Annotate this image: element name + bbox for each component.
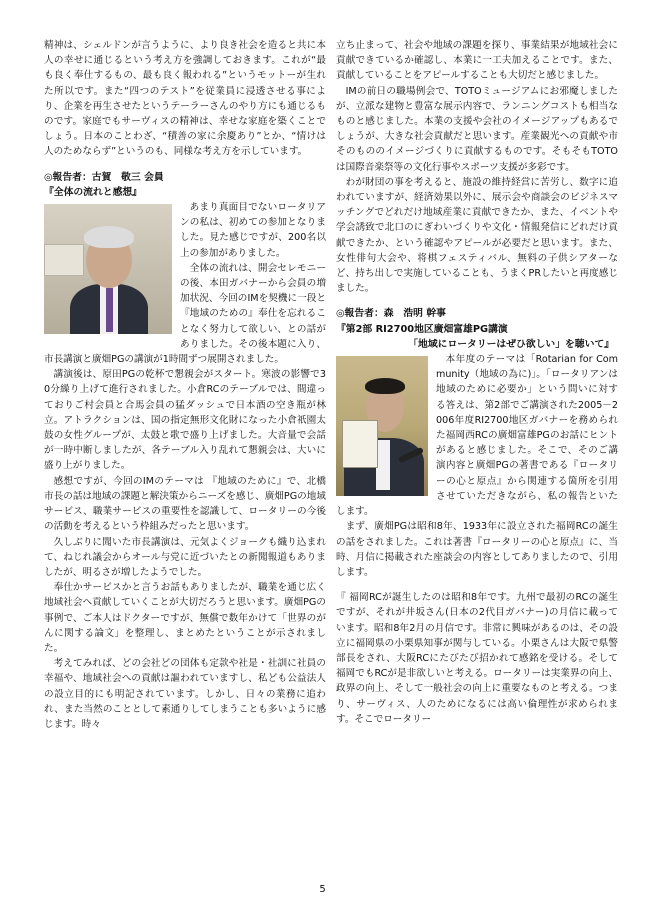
continued-paragraph: 立ち止まって、社会や地域の課題を探り、事業結果が地域社会に貢献できているか確認し、本業に一工夫加えることです。また、貢献していることをアピールすることも大切だと感じました。 <box>336 40 618 82</box>
report-title: 『全体の流れと感想』 <box>44 186 142 198</box>
photo-hair <box>84 226 134 248</box>
body-paragraph: 講演後は、原田PGの乾杯で懇親会がスタート。寒波の影響で30分繰り上げて進行されました。小倉RCのテーブルでは、間違っておりご村会員と合馬会員の猛ダッシュで日本酒の空き瓶が林立。アトラクションは、国の指定無形文化財になった小倉祇園太鼓の女性グループが、太鼓と歌で盛り上げました。大音量で会話が一時中断しましたが、各テーブル入り乱れて懇親会は、大いに盛り上がりました。 <box>44 369 326 472</box>
report-title: 『第2部 RI2700地区廣畑富雄PG講演 <box>336 323 508 335</box>
quote-text: 『 福岡RCが誕生したのは昭和8年です。九州で最初のRCの誕生ですが、それが井坂さん(日本の2代目ガバナー)の月信に載っています。昭和8年2月の月信です。非常に興味があるのは、その設立に福岡県の小栗県知事が関与している。小栗さんは大阪で県警部長をされ、大阪RCにたびたび招かれて感銘を受ける。そして福岡でもRCが是非欲しいと考える。ロータリーは実業界の向上、政界の向上、そして一般社会の向上に重要なものと考える。つまり、サーヴィス、人のためになるには高い倫理性が求められます。そこでロータリー <box>336 592 618 725</box>
left-column <box>44 38 326 732</box>
photo-shirt <box>376 440 390 490</box>
speaker-photo <box>336 356 428 496</box>
photo-tie <box>106 288 113 332</box>
body-paragraph: 奉仕かサービスかと言うお話もありましたが、職業を通じ広く地域社会へ貢献していくことが大切だろうと思います。廣畑PGの事例で、ご本人はドクターですが、無償で数年かけて「世界のがんに関する論文」を整理し、まとめたということが示されました。 <box>44 582 326 654</box>
body-paragraph: IMの前日の職場例会で、TOTOミュージアムにお邪魔しましたが、立派な建物と豊富な展示内容で、ランニングコストも相当なものと感じました。本業の支援や会社のイメージアップもあるでしょうが、大きな社会貢献だと思います。産業観光への貢献や市そのもののイメージづくりに貢献するものです。そもそもTOTOは国際音楽祭等の文化行事やスポーツ支援が多彩です。 <box>336 85 618 173</box>
right-column <box>336 38 618 727</box>
page-number: 5 <box>319 884 326 895</box>
photo-book <box>342 420 378 468</box>
report-title-line2: 「地域にロータリーはぜひ欲しい」を聴いて』 <box>408 338 614 350</box>
body-paragraph: 感想ですが、今回のIMのテーマは 『地域のために』で、北橋市長の話は地域の課題と解決策からニーズを感じ、廣畑PGの地域サービス、職業サービスの重要性を認識して、ロータリーの今後の活動を考えるという枠組みだったと思います。 <box>44 475 326 533</box>
reporter-heading: ◎報告者：森 浩明 幹事 <box>336 308 446 320</box>
reporter-heading: ◎報告者：古賀 敬三 会員 <box>44 171 164 183</box>
body-paragraph: あまり真面目でないロータリアンの私は、初めての参加となりました。見た感じですが、200名以上の参加がありました。 <box>180 202 326 259</box>
intro-paragraph: 精神は、シェルドンが言うように、より良き社会を造ると共に本人の幸せに通じるという考え方を強調しておきます。これが“最も良く奉仕するもの、最も良く報われる”というモットーが生れた所以です。また“四つのテスト”を従業員に浸透させる事により、企業を再生させたというテーラーさんのやり方にも通じるものです。家庭でもサーヴィスの精神は、幸せな家庭を築くことでしょう。日本のことわざ、“積善の家に余慶あり”とか、“情けは人のためならず”というのも、同様な考え方を示しています。 <box>44 40 326 158</box>
body-paragraph: 考えてみれば、どの会社どの団体も定款や社是・社訓に社員の幸福や、地域社会への貢献は謳われていますし、私ども公益法人の設立目的にも明記されています。しかし、日々の業務に追われ、また当然のこととして素通りしてしまうことも多いように感じます。時々 <box>44 658 326 730</box>
body-paragraph: まず、廣畑PGは昭和8年、1933年に設立された福岡RCの誕生の話をされました。これは著書『ロータリーの心と原点』に、当時、月信に掲載された座談会の内容としてありましたので、引用します。 <box>336 521 618 578</box>
body-paragraph: 本年度のテーマは「Rotarian for Community（地域の為に)」。「ロータリアンは地域のために必要か」という問いに対する答えは、第2部でご講演された2005－2006年度RI2700地区ガバナーを務められた福岡西RCの廣畑富雄PGのお話にヒントがあると感じました。そこで、そのご講演内容と廣畑PGの著書である『ロータリーの心と原点』から関連する箇所を引用させていただきながら、私の報告といたします。 <box>336 354 618 518</box>
body-paragraph: わが財団の事を考えると、施設の維持経営に苦労し、数字に追われていますが、経済効果以外に、展示会や商談会のビジネスマッチングでどれだけ地域産業に貢献できたか、また、イベントや学会誘致で北口のにぎわいづくりや文化・情報発信にどれだけ貢献できたか、という確認やアピールが必要だと思います。また、女性俳句大会や、将棋フェスティバル、無料の子供シアターなど、持ち出しで実施していることも、うまくPRしたいと再度感じました。 <box>336 176 618 295</box>
body-paragraph: 全体の流れは、開会セレモニーの後、本田ガバナーから会員の増加状況、今回のIMを契機に一段と『地域のための』奉仕を忘れることなく努力して欲しい、との話がありました。その後本題に入り、市長講演と廣畑PGの講演が1時間ずつ展開されました。 <box>44 262 326 366</box>
photo-backdrop-sign <box>44 244 84 276</box>
photo-hair <box>365 378 405 394</box>
quoted-passage <box>336 590 618 727</box>
speaker-photo <box>44 204 172 334</box>
body-paragraph: 久しぶりに聞いた市長講演は、元気よくジョークも織り込まれて、ねじれ議会からオール与党に近づいたとの新聞報道もありましたが、明るさが増したようでした。 <box>44 536 326 578</box>
